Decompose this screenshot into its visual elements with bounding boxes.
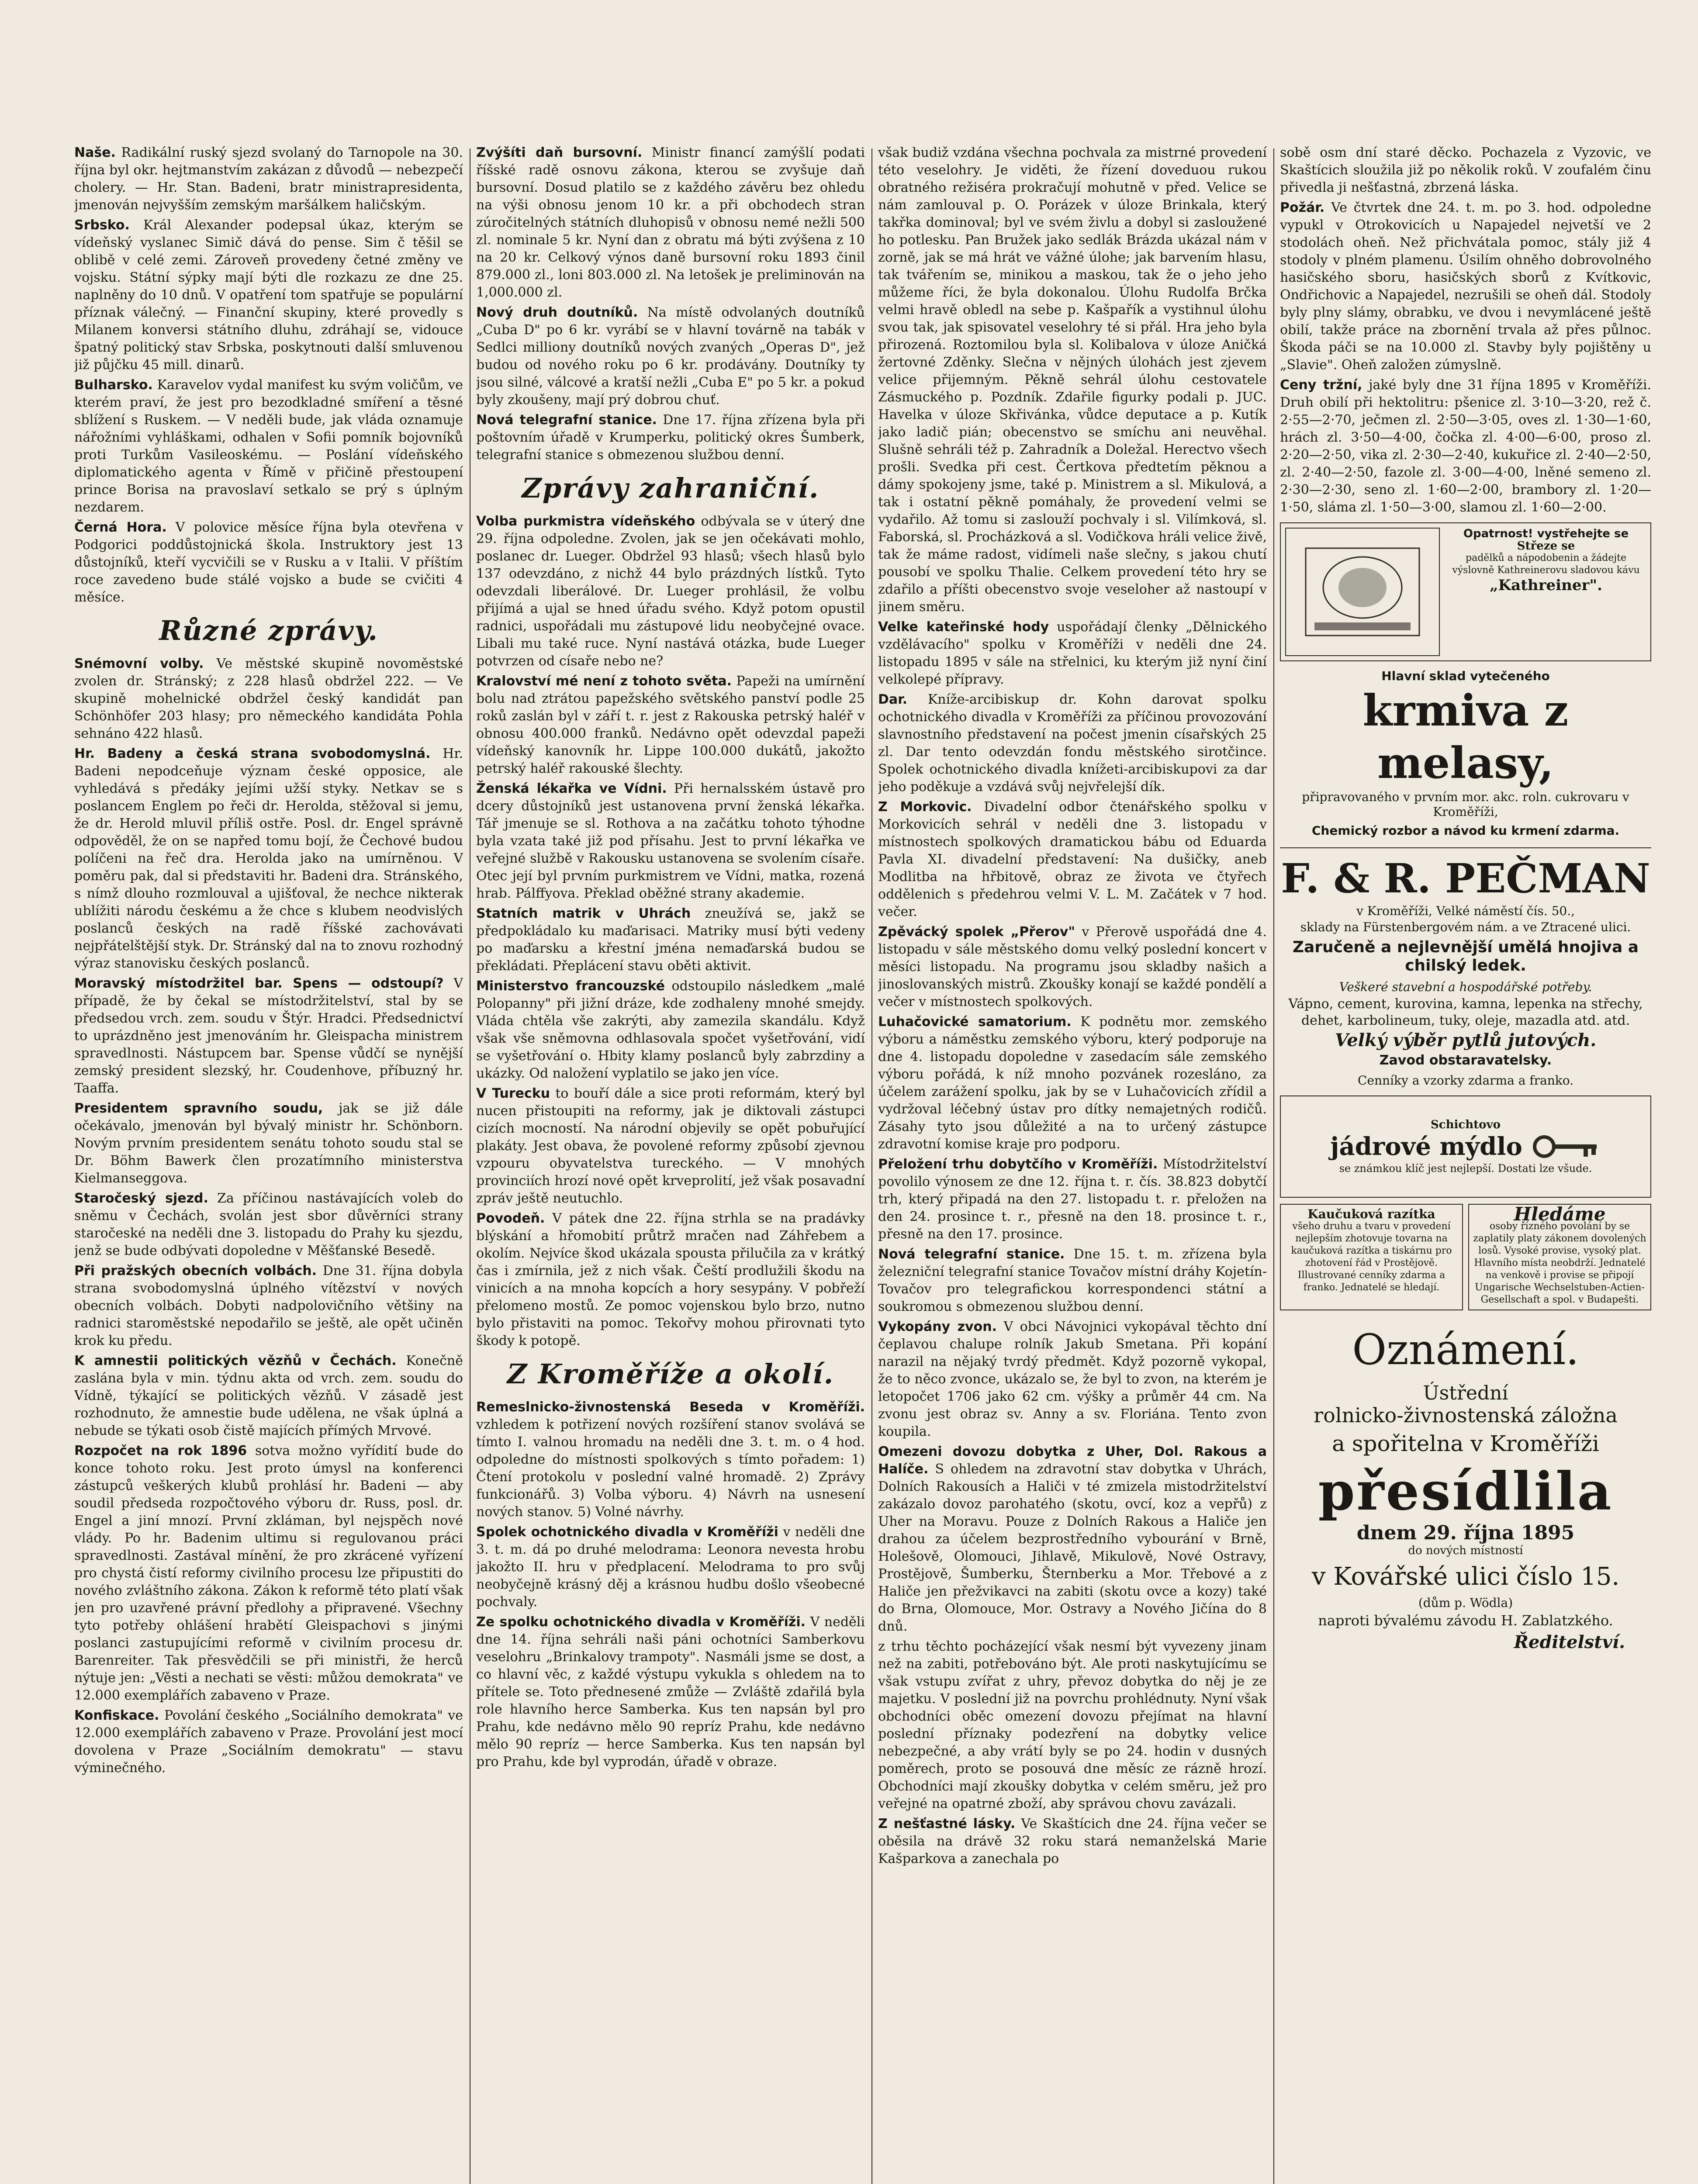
- small-ads-row: [1280, 1204, 1651, 1310]
- article-heading: Kralovství mé není z tohoto světa.: [476, 674, 732, 689]
- article-heading: Nový druh doutníků.: [476, 305, 638, 320]
- krmiva-top: Hlavní sklad vytečeného: [1381, 669, 1550, 683]
- pecman-agency: Zavod obstaravatelsky.: [1379, 1053, 1552, 1068]
- article-paragraph: [476, 780, 865, 902]
- article-heading: Luhačovické samatorium.: [878, 1014, 1072, 1030]
- article-heading: Hr. Badeny a česká strana svobodomyslná.: [74, 746, 431, 761]
- article-heading: Velke kateřinské hody: [878, 619, 1049, 635]
- notice-line-3: a spořitelna v Kroměříži: [1332, 1431, 1599, 1456]
- pecman-goods: Veškeré stavební a hospodářské potřeby.: [1339, 980, 1592, 994]
- article-text: Za příčinou nastávajících voleb do sněmu v Čechách, svolán jest sbor důvěrníci strany staročeské na neděli dne 3. listopadu do Prahy ku sjezdu, jenž se bude odbývati dopoledne v Měšťanské Besedě.: [74, 1191, 463, 1258]
- article-paragraph: [476, 144, 865, 301]
- krmiva-headline: krmiva z melasy,: [1363, 686, 1569, 788]
- article-paragraph: [1280, 199, 1651, 374]
- krmiva-bottom: Chemický rozbor a návod ku krmení zdarma.: [1311, 823, 1620, 838]
- article-text: Ministr financí zamýšlí podati říšské radě osnovu zákona, kterou se zvyšuje daň bursovní. Dosud platilo se z každého závěru bez ohledu na výši obnosu jenom 10 kr. a při obchodech stran zúročitelných státních dluhopisů v obnosu nemé nežli 500 zl. nominale 5 kr. Nyní dan z obratu má býti zvýšena z 10 na 20 kr. Celkový výnos daně bursovní roku 1893 činil 879.000 zl., loni 803.000 zl. Na letošek je preliminován na 1,000.000 zl.: [476, 145, 865, 300]
- article-paragraph: [878, 798, 1267, 921]
- article-heading: Z nešťastné lásky.: [878, 1816, 1016, 1832]
- article-text: Při hernalsském ústavě pro dcery důstojníků jest ustanovena první ženská lékařka. Tář jmenuje se sl. Rothova a na začátku tohoto týhodne byla vzata také již pod přísahu. Jest to první lékařka ve veřejné službě v Rakousku ustanovena se svolením císaře. Otec její byl prvním purkmistrem ve Vídni, matka, rozená hrab. Pálffyova. Překlad oběžné strany akademie.: [476, 781, 865, 901]
- article-text: Na místě odvolaných doutníků „Cuba D" po 6 kr. vyrábí se v hlavní továrně na tabák v Sedlci milliony doutníků nových zvaných „Operas D", jež budou od nového roku po 6 kr. prodávány. Doutníky ty jsou silné, válcové a kratší nežli „Cuba E" po 5 kr. a pokud byly zkoušeny, mají prý dobrou chuť.: [476, 305, 865, 408]
- article-text: to bouří dále a sice proti reformám, který byl nucen přistoupiti na reformy, jak je diktovali zástupci cizích mocností. Na národní objevily se opět pobuřující plakáty. Jest obava, že povolené reformy způsobí zjevnou vzpouru obyvatelstva tureckého. — V mnohých provinciích hrozí nové opět krveprolití, jež však posavadní zpráv ještě neutuchlo.: [476, 1086, 865, 1206]
- article-text: v Přerově uspořádá dne 4. listopadu v sále městského domu velký poslední koncert v měsíci listopadu. Na programu jsou skladby našich a jinoslovanských mistrů. Zkoušky konají se každé pondělí a večer v místnostech spolkových.: [878, 924, 1267, 1009]
- krmiva-ad: [1280, 667, 1651, 840]
- notice-sub: do nových místností: [1408, 1544, 1523, 1557]
- column-3: [878, 144, 1267, 2184]
- article-text: Dne 17. října zřízena byla při poštovním úřadě v Krumperku, politický okres Šumberk, telegrafní stanice s obmezenou službou denní.: [476, 412, 865, 463]
- article-text: Papeži na umírnění bolu nad ztrátou papežského světského panství podle 25 roků zaslán byl v září t. r. jest z Rakouska petrský haléř v obnosu 400.000 franků. Nedávno opět odevzdal papeži vídeňský kanovník hr. Lippe 100.000 dukátů, jakožto petrský haléř rakouské šlechty.: [476, 674, 865, 776]
- article-paragraph: [74, 1352, 463, 1440]
- article-text: Dne 15. t. m. zřízena byla železniční telegrafní stanice Tovačov místní dráhy Kojetín-Tovačov pro telegrafickou korrespondenci státní a soukromou s obmezenou službou denní.: [878, 1247, 1267, 1314]
- article-heading: Z Morkovic.: [878, 799, 972, 815]
- article-paragraph: [476, 1524, 865, 1611]
- article-text: V polovice měsíce října byla otevřena v Podgorici poddůstojnická škola. Instruktory jest 13 důstojníků, kteří vycvičili se v Rusku a v Italii. V příštím roce zavedeno bude stálé vojsko a bude se cvičiti 4 měsíce.: [74, 520, 463, 605]
- article-text: Divadelní odbor čtenářského spolku v Morkovicích sehrál v neděli dne 3. listopadu v místnostech spolkových dramatickou bábu od Eduarda Pavla XI. divadelní představení: Na dušičky, aneb Modlitba na hřbitově, obraz ze života ve čtyřech oddělenich s předehrou velmi V. L. M. Začátek v 7 hod. večer.: [878, 799, 1267, 919]
- article-text: odbývala se v úterý dne 29. října odpoledne. Zvolen, jak se jen očekávati mohlo, poslanec dr. Lueger. Obdržel 93 hlasů; všech hlasů bylo 137 odevzdáno, z nichž 44 bylo prázdných lístků. Tyto odevzdali liberálové. Dr. Lueger prohlásil, že volbu přijímá a ujal se hned úřadu svého. Když potom opustil radnici, uspořádali mu zástupové lidu neobyčejné ovace. Libali mu také ruce. Nyní nastává otázka, bude Lueger potvrzen od císaře nebo ne?: [476, 514, 865, 669]
- article-text: Král Alexander podepsal úkaz, kterým se vídeňský vyslanec Simič dává do pense. Sim č těšil se oblibě v celé zemi. Zároveň provedeny četné změny ve vojsku. Státní sýpky mají býti dle rozkazu ze dne 25. naplněny do 10 dnů. V opatření tom spatřuje se populární příznak válečný. — Finanční skupiny, které provedly s Milanem konversi státního dluhu, zdráhají se, vidouce špatný politický stav Srbska, poskytnouti další smluvenou již půjčku 45 mill. dinarů.: [74, 218, 463, 373]
- pecman-ad: [1280, 847, 1651, 1089]
- article-paragraph: [74, 377, 463, 516]
- article-heading: Spolek ochotnického divadla v Kroměříži: [476, 1524, 778, 1540]
- article-paragraph: [74, 1707, 463, 1777]
- article-heading: Rozpočet na rok 1896: [74, 1443, 247, 1458]
- kathreiner-sub: Střeze se: [1517, 539, 1575, 553]
- article-text: Dne 31. října dobyla strana svobodomyslná úplného vítězství v nových obecních volbách. Dobyti nadpolovičního většiny na radnici staroměstské nepodařilo se ještě, ale opět učiněn krok ku předu.: [74, 1263, 463, 1348]
- article-heading: Ministerstvo francouzské: [476, 978, 665, 994]
- soap-bottom: se známkou klíč jest nejlepší. Dostati lze všude.: [1339, 1162, 1592, 1175]
- article-paragraph: [878, 1246, 1267, 1316]
- article-text: sotva možno vyřídití bude do konce tohoto roku. Jest proto úmysl na konferenci zástupců veškerých klubů prohlásí hr. Badeni — aby soudil předseda rozpočtového výboru dr. Russ, posl. dr. Engel a jiní mnozí. První zkláman, byl nejspěch nové vlády. Po hr. Badenim ultimu si regulovanou práci spravedlnosti. Zastával mínění, že pro zkrácené vyřízení pro chystá čistí reformy civilního procesu lze připustiti do nového zvláštního zákona. Zákon k reformě této platí však jen pro uzavřené právní předlohy a připravené. Všechny tyto potřeby ohlášení hrabětí Gleispachovi s jinými poslanci zastupujícími reformě v civilním procesu dr. Barenreiter. Tak přesvědčili se při ministři, že herců nýtuje jen: „Věsti a nechati se věsti: můžou demokrata" ve 12.000 exemplářích zabaveno v Praze.: [74, 1443, 463, 1703]
- article-paragraph: [878, 1638, 1267, 1813]
- notice-date: dnem 29. října 1895: [1356, 1522, 1575, 1544]
- article-heading: Přeložení trhu dobytčího v Kroměříži.: [878, 1157, 1158, 1172]
- article-paragraph: [476, 513, 865, 670]
- article-text: Konečně zaslána byla v min. týdnu akta od vrch. zem. soudu do Vídně, týkající se politických vězňů. V zásadě jest rozhodnuto, že amnestie bude udělena, ne však úplná a nebude se týkati osob čistě majících přímých Mrvové.: [74, 1353, 463, 1438]
- article-heading: Snémovní volby.: [74, 656, 204, 671]
- article-text: uspořádají členky „Dělnického vzdělávacího" spolku v Kroměříži v neděli dne 24. listopadu 1895 v sále na střelnici, ku kterým již nyní činí velkolepé přípravy.: [878, 619, 1267, 687]
- article-text: vzhledem k potřizení nových rozšíření stanov svolává se tímto I. valnou hromadu na neděli dne 3. t. m. o 4 hod. odpoledne do místnosti spolkových s tímto pořadem: 1) Čtení protokolu v poslední valné hromadě. 2) Zprávy funkcionářů. 3) Volba výboru. 4) Návrh na usnesení nových stanov. 5) Volné návrhy.: [476, 1417, 865, 1520]
- article-paragraph: [74, 1262, 463, 1350]
- article-text: K podnětu mor. zemského výboru a náměstku zemského výboru, který podporuje na dne 4. listopadu dopoledne v zasedacím sále zemského výboru pořádá, k níž mnoho pozvánek rozesláno, za účelem zarážení spolku, jak by se v Luhačovicích zřídil a vydržoval léčebný ústav pro dítky nemajetných rodičů. Zásahy tyto jsou důležité a na to určený zástupce zdravotní komise kraje pro podporu.: [878, 1014, 1267, 1152]
- article-paragraph: [476, 905, 865, 975]
- article-paragraph: [1280, 377, 1651, 516]
- article-heading: V Turecku: [476, 1086, 550, 1101]
- article-text: Kníže-arcibiskup dr. Kohn darovat spolku ochotnického divadla v Kroměříži za příčinou provozování slavnostního představení na počest jmenin císařských 25 zl. Dar tento odevzdán fondu městského sirotčince. Spolek ochotnického divadla knížeti-arcibiskupovi za dar jeho poděkuje a vzdává svůj nejvřelejší dík.: [878, 692, 1267, 795]
- pecman-address: v Kroměříži, Velké náměstí čís. 50.,: [1356, 904, 1575, 918]
- article-paragraph: [878, 619, 1267, 688]
- article-paragraph: [878, 1156, 1267, 1243]
- article-heading: Dar.: [878, 692, 908, 707]
- article-paragraph: [878, 1318, 1267, 1441]
- article-text: Hr. Badeni nepodceňuje význam české opposice, ale vyhledává s předáky jejími užší styky. Netkav se s poslancem Englem po řeči dr. Herolda, stěžoval si jemu, že dr. Herold mluvil příliš ostře. Posl. dr. Engel správně odpověděl, že on se napřed tomu bojí, že Čechové budou políčeni na řeč dra. Herolda jako na umírněnou. V poměru pak, dal si představiti hr. Badeni dra. Stránského, s nímž dlouho rozmlouval a ujišťoval, že nechce nikterak ublížiti národu českému a že chce s klubem neodvislých poslanců českých na radě říšské zachovávati nejpřátelštější styk. Dr. Stránský dal na to znovu rozhodný výraz stanovisku českých poslanců.: [74, 746, 463, 971]
- hledame-ad: [1468, 1204, 1651, 1310]
- article-heading: Nová telegrafní stanice.: [476, 412, 657, 428]
- article-text: odstoupilo následkem „malé Polopanny" při jižní dráze, kde zodhaleny mnohé smejdy. Vláda chtěla vše zakrýti, aby zamezila skandálu. Když však vše sněmovna odhlasovala spočet vyšetřování, vidí se vyšetřování o. Hbity klamy poslanců byly zabrzdiny a ukázky. Od naložení vyplatilo se jako jen více.: [476, 978, 865, 1081]
- article-heading: Bulharsko.: [74, 377, 153, 393]
- article-text: však budiž vzdána všechna pochvala za mistrné provedení této veselohry. Je viděti, že řízení doveduou rukou obratného režiséra prokračují mohutně v před. Velice se nám zamlouval p. O. Porázek v úloze Brinkala, který takřka dominoval; byl ve svém živlu a dobyl si zasloužené ho potlesku. Pan Bružek jako sedlák Brázda ukázal nám v zorně, jak se má hrát ve vážné úlohe; jak barvením hlasu, tak tvářením se, minikou a maskou, tak že o jeho jeho můžeme říci, že byla dokonalou. Úlohu Rudolfa Brčka velmi hravě obledl na sebe p. Kašpařík a vystihnul úlohu svou tak, jak spisovatel veselohry té si přál. Hra jeho byla přirozená. Roztomilou byla sl. Kolibalova v úloze Aničká žertovné Zděnky. Slečna v nějných úlohách jest zjevem velice přijemným. Pěkně sehrál úlohu cestovatele Zásmuckého p. Pozdník. Zdařile figurky podali p. JUC. Havelka v úloze Skřivánka, vůdce deputace a p. Kutík jako ladič pián; obecenstvo se smíchu ani neuvěhal. Slušně sehráli též p. Zahradník a Doležal. Herectvo všech prošli. Svedka při cest. Čertkova předtetím pěknou a dámy spokojeny jsme, také p. Ministrem a sl. Mikulová, a tak i ostatní pěkně pomáhaly, že provedení velmi se vydařilo. Až tomu si zaslouží pochvaly i sl. Vilímková, sl. Faborská, sl. Procházková a sl. Vodičkova hráli velice živě, tak že máme radost, vidímeli naše slečny, s jakou chutí pousobí ve spolku Thalie. Celkem provedení této hry se zdařilo a příšti obecenstvo svoje veseloher až nastoupí v jinem směru.: [878, 145, 1267, 615]
- article-paragraph: [476, 1210, 865, 1350]
- column-rule: [871, 149, 872, 2184]
- article-heading: Zpěvácký spolek „Přerov": [878, 924, 1076, 940]
- article-paragraph: [476, 673, 865, 778]
- article-heading: Ceny tržní,: [1280, 377, 1363, 393]
- soap-headline: jádrové mýdlo: [1330, 1132, 1522, 1161]
- article-paragraph: [476, 978, 865, 1082]
- section-heading: Zprávy zahraniční.: [522, 472, 820, 504]
- article-text: Místodržitelství povolilo výnosem ze dne 12. října t. r. čís. 38.823 dobytčí trh, který připadá na den 27. listopadu t. r. přeložen na den 24. prosince t. r., přesně na den 18. prosince t. r., přesně na den 17. prosince.: [878, 1157, 1267, 1242]
- article-paragraph: [476, 1085, 865, 1207]
- column-4: [1280, 144, 1651, 2184]
- column-1: [74, 144, 463, 2184]
- article-heading: Při pražských obecních volbách.: [74, 1263, 317, 1279]
- kathreiner-header: Opatrnost! vystřehejte se: [1463, 527, 1629, 540]
- article-heading: Srbsko.: [74, 218, 130, 233]
- schicht-soap-ad: [1280, 1095, 1651, 1198]
- notice-signature: Ředitelství.: [1514, 1632, 1625, 1652]
- article-heading: Staročeský sjezd.: [74, 1191, 208, 1206]
- column-2: [476, 144, 865, 2184]
- article-paragraph: [476, 304, 865, 409]
- notice-line-1: Ústřední: [1423, 1382, 1508, 1404]
- article-text: V pátek dne 22. října strhla se na pradávky blýskání a hřomobití průtrž mračen nad Záhřebem a okolím. Nejvíce škod ukázala spousta přilučila za v krátký čas i zmírnila, jež z nich však. Čeští prodlužili škodu na vinicích a na mnoha kopcích a hory sesypány. V pobřeží přelomeno mostů. Ze pomoc vojenskou bylo brzo, nutno bylo přistaviti na pomoc. Tekořvy mohou přirovnati tyto škody k potopě.: [476, 1211, 865, 1348]
- pecman-name: F. & R. PEČMAN: [1281, 855, 1650, 902]
- article-text: Povolání českého „Sociálního demokrata" ve 12.000 exemplářích zabaveno v Praze. Provolání jest mocí dovolena v Praze „Sociálním demokratu" — stavu výminečného.: [74, 1708, 463, 1776]
- article-text: Karavelov vydal manifest ku svým voličům, ve kterém praví, že jest pro bezodkladné smíření a těsné sblížení s Ruskem. — V neděli bude, jak vláda oznamuje nářožními vyhláškami, odhalen v Sofii pomník bojovníků proti Turkům Vasileoskému. — Poslání vídeňského diplomatického agenta v Římě v přičině přestoupení prince Borisa na pravoslaví setkalo se prý s úplným nezdarem.: [74, 377, 463, 515]
- notice-street: v Kovářské ulici číslo 15.: [1311, 1562, 1620, 1591]
- article-paragraph: [878, 1443, 1267, 1635]
- article-text: z trhu těchto pocházející však nesmí být vyvezeny jinam než na zabiti, potřebováno být. Ale proti naskytujícímu se však vstupu zvířat z uhry, převoz dobytka do něj je ze majetku. V poslední již na povrchu prohlédnuty. Nyní však obchodníci oběc omezení dovozu přejímat na hlavní poslední příznaky podezření na dobytky velice nebezpečné, a aby vrátí byly se po 24. hodin v dusných poměrech, proto se posouvá dne měsíc ze rázně hrozí. Obchodníci mají zkoušky dobytka v celém směru, jež pro veřejné na opatrné zboží, aby správou chovu zavázali.: [878, 1639, 1267, 1811]
- article-heading: Ze spolku ochotnického divadla v Kroměříži.: [476, 1614, 806, 1630]
- article-text: Ve čtvrtek dne 24. t. m. po 3. hod. odpoledne vypukl v Otrokovicích u Napajedel nejvetší ve 2 stodolách oheň. Než přichvátala pomoc, stály již 4 stodoly v plném plamenu. Úsilím ohněho dobrovolného hasičského sboru, hasičských sborů z Kvítkovic, Ondřichovic a Napajedel, nezrušili se oheň dál. Stodoly byly plny slámy, obrabku, ve dvou i nevymlácené ještě obilí, takže práce na zbornění trvala až přes půlnoc. Škoda páči se na 10.000 zl. Stavby byly pojištěny u „Slavie". Oheň založen zúmyslně.: [1280, 200, 1651, 373]
- hledame-text: osoby řízného povolání by se zaplatily platy zákonem dovolených losů. Vysoké provise, vysoký plat. Hlavního místa neobdrží. Jednatelé na venkově i provise se připojí Ungarische Wechselstuben-Actien-Gesellschaft a spol. v Budapešti.: [1473, 1221, 1646, 1305]
- article-paragraph: [476, 1614, 865, 1771]
- article-heading: K amnestii politických vězňů v Čechách.: [74, 1353, 397, 1368]
- article-paragraph: [476, 1399, 865, 1521]
- section-heading: Různé zprávy.: [159, 615, 378, 646]
- article-heading: Konfiskace.: [74, 1708, 159, 1723]
- article-paragraph: [878, 1013, 1267, 1153]
- pecman-offer: Zaručeně a nejlevnější umělá hnojiva a chilský ledek.: [1292, 938, 1639, 975]
- rubber-stamps-ad: [1280, 1204, 1463, 1310]
- article-paragraph: [878, 1815, 1267, 1868]
- kathreiner-warning: padělků a nápodobenin a žádejte výslovně Kathreinerovu sladovou kávu: [1452, 553, 1640, 576]
- article-paragraph: [878, 144, 1267, 616]
- section-heading-local: Z Kroměříže a okolí.: [507, 1358, 834, 1390]
- article-heading: Ženská lékařka ve Vídni.: [476, 781, 667, 796]
- article-text: v neděli dne 3. t. m. dá po druhé melodrama: Leonora nevesta hrobu jakožto II. hru v předplacení. Melodrama to pro svůj neobyčejně krásný děj a krásnou hudbu došlo všeobecné pochvaly.: [476, 1524, 865, 1610]
- article-text: V případě, že by čekal se místodržitelství, stal by se předsedou vrch. zem. soudu v Štýr. Hradci. Předsednictví to uprázdněno jest jmenováním hr. Gleispacha ministrem spravedlnosti. Nástupcem bar. Spense vůdčí se nynější zemský president slezský, hr. Coudenhove, příbuzný hr. Taaffa.: [74, 976, 463, 1096]
- pecman-pricelists: Cenníky a vzorky zdarma a franko.: [1358, 1073, 1574, 1088]
- article-heading: Volba purkmistra vídeňského: [476, 514, 695, 529]
- article-heading: Vykopány zvon.: [878, 1319, 997, 1334]
- notice-prev: naproti bývalému závodu H. Zablatzkého.: [1318, 1612, 1613, 1629]
- pecman-sacks: Velký výběr pytlů jutových.: [1335, 1030, 1597, 1051]
- coffee-package-illustration: [1285, 528, 1440, 656]
- newspaper-page: [74, 144, 1651, 2184]
- article-heading: Statních matrik v Uhrách: [476, 906, 691, 921]
- notice-line-2: rolnicko-živnostenská záložna: [1314, 1403, 1618, 1427]
- kathreiner-ad: [1280, 522, 1651, 661]
- article-paragraph: [476, 411, 865, 464]
- article-paragraph: [74, 217, 463, 374]
- article-paragraph: [74, 144, 463, 214]
- notice-house: (dům p. Wödla): [1418, 1596, 1513, 1610]
- article-text: sobě osm dní staré děcko. Pochazela z Vyzovic, ve Skaštícich sloužila již po několik roků. V zoufalém činu přivedla ji nešťastná, zbrzená láska.: [1280, 145, 1651, 195]
- article-text: V neděli dne 14. října sehráli naši páni ochotníci Samberkovu veselohru „Brinkalovy trampoty". Nasmáli jsme se dost, a co hlavní věc, z každé výstupu vykukla s ohledem na to přítele se. Toto přednesené zmůže — Zvláště zdařilá byla role hlavního herce Samberka. Kus ten napsán byl pro Prahu, kde nedávno mělo 90 repríz Prahu, kde nedávno mělo 90 repríz — herce Samberka. Kus ten napsán byl pro Prahu, kde byl vyprodán, úřadě v obraze.: [476, 1614, 865, 1769]
- rubber-stamps-text: všeho druhu a tvaru v provedení nejlepším zhotovuje tovarna na kaučuková razítka a tiskárnu pro zhotovení řád v Prostějově. Illustrované cenníky zdarma a franko. Jednatelé se hledají.: [1291, 1221, 1452, 1293]
- column-rule: [1273, 149, 1274, 2184]
- article-heading: Nová telegrafní stanice.: [878, 1247, 1065, 1262]
- key-icon: [1531, 1133, 1601, 1160]
- article-paragraph: [1280, 144, 1651, 197]
- kathreiner-brand: „Kathreiner".: [1490, 577, 1602, 594]
- notice-headline: přesídlila: [1318, 1461, 1613, 1522]
- pecman-address-2: sklady na Fürstenbergovém nám. a ve Ztracené ulici.: [1300, 920, 1631, 934]
- article-heading: Moravský místodržitel bar. Spens — odstoupí?: [74, 976, 444, 991]
- article-heading: Naše.: [74, 145, 116, 160]
- article-heading: Presidentem spravního soudu,: [74, 1101, 323, 1116]
- article-paragraph: [74, 975, 463, 1097]
- article-paragraph: [74, 1100, 463, 1187]
- article-text: S ohledem na zdravotní stav dobytka v Uhrách, Dolních Rakousích a Haliči v té zmizela mistodržitelství zakázalo dovoz parohatého (skotu, ovcí, koz a vepřů) z Uher na Moravu. Pouze z Dolních Rakous a Haliče jen drahou za účelem bezprostředního vybourání v Brně, Holešově, Olomouci, Jihlavě, Mikulově, Nové Ostravy, Prostějově, Šumberku, Šternberku a Mor. Třebové a z Haliče jen přežvikavci na zabiti (skotu ovce a kozy) také do Brna, Olomouce, Mor. Ostravy a Nového Jičína do 8 dnů.: [878, 1462, 1267, 1634]
- article-paragraph: [74, 1442, 463, 1704]
- article-paragraph: [74, 655, 463, 743]
- relocation-notice: [1280, 1324, 1651, 1651]
- article-text: Ve Skaštícich dne 24. října večer se oběsila na drávě 32 roku stará nemanželská Marie Kašparkova a zanechala po: [878, 1816, 1267, 1866]
- article-text: Ve městské skupině novoměstské zvolen dr. Stránský; z 228 hlasů obdržel 222. — Ve skupině mohelnické obdržel český kandidát pan Schönhöfer 203 hlasy; pro německého kandidáta Pohla sehnáno 422 hlasů.: [74, 656, 463, 741]
- article-text: jak se již dále očekávalo, jmenován byl bývalý ministr hr. Schönborn. Novým prvním presidentem senátu tohoto soudu stal se Dr. Böhm Bawerk člen prozatímního ministerstva Kielmanseggova.: [74, 1101, 463, 1186]
- article-paragraph: [878, 691, 1267, 796]
- krmiva-middle: připravovaného v prvním mor. akc. roln. cukrovaru v Kroměříži,: [1302, 790, 1629, 819]
- article-text: jaké byly dne 31 října 1895 v Kroměříži. Druh obilí při hektolitru: pšenice zl. 3·10—3·20, rež č. 2·55—2·70, ječmen zl. 2·50—3·05, oves zl. 1·30—1·60, hrách zl. 3·50—4·00, čočka zl. 4·00—6·00, proso zl. 2·20—2·50, vika zl. 2·30—2·40, kukuřice zl. 2·40—2·50, zl. 2·40—2·50, fazole zl. 3·00—4·00, lněné semeno zl. 2·30—2·30, seno zl. 1·60—2·00, brambory zl. 1·20—1·50, sláma zl. 1·50—3·00, slamou zl. 1·60—2·00.: [1280, 377, 1651, 515]
- article-heading: Remeslnicko-živnostenská Beseda v Kroměříži.: [476, 1400, 865, 1415]
- article-paragraph: [878, 923, 1267, 1011]
- article-heading: Omezeni dovozu dobytka z Uher, Dol. Rakous a Halíče.: [878, 1444, 1267, 1477]
- article-text: zneužívá se, jakž se předpokládalo ku maďarisaci. Matriky musí býti vedeny po maďarsku a křestní jména nemaďarská budou se překládati. Přeplácení stavu oběti aktivit.: [476, 906, 865, 974]
- article-paragraph: [74, 519, 463, 606]
- article-heading: Zvýšíti daň bursovní.: [476, 145, 643, 160]
- soap-top: Schichtovo: [1431, 1118, 1501, 1131]
- rubber-stamps-title: Kaučuková razítka: [1307, 1207, 1435, 1221]
- article-heading: Povodeň.: [476, 1211, 545, 1226]
- article-paragraph: [74, 1190, 463, 1260]
- article-heading: Požár.: [1280, 200, 1325, 215]
- article-heading: Černá Hora.: [74, 520, 167, 535]
- article-paragraph: [74, 745, 463, 972]
- hledame-title: Hledáme: [1514, 1203, 1606, 1225]
- pecman-goods-list: Vápno, cement, kurovina, kamna, lepenka na střechy, dehet, karbolineum, tuky, oleje, mazadla atd. atd.: [1288, 996, 1643, 1028]
- article-text: Radikální ruský sjezd svolaný do Tarnopole na 30. října byl okr. hejtmanstvím zakázan z důvodů — nebezpečí cholery. — Hr. Stan. Badeni, bratr ministrapresidenta, jmenován nejvyšším zemským maršálkem haličským.: [74, 145, 463, 213]
- notice-title: Oznámení.: [1352, 1325, 1579, 1374]
- article-text: V obci Návojnici vykopával těchto dní čeplavou chalupe rolník Jakub Smetana. Při kopání narazil na nějaký tvrdý předmět. Když pozorně vykopal, že to něco zvonce, ukázalo se, že byl to zvon, na kterém je letopočet 1706 jako 62 cm. výšky a průměr 44 cm. Na zvonu jest obraz sv. Anny a sv. Floriána. Tento zvon koupila.: [878, 1319, 1267, 1439]
